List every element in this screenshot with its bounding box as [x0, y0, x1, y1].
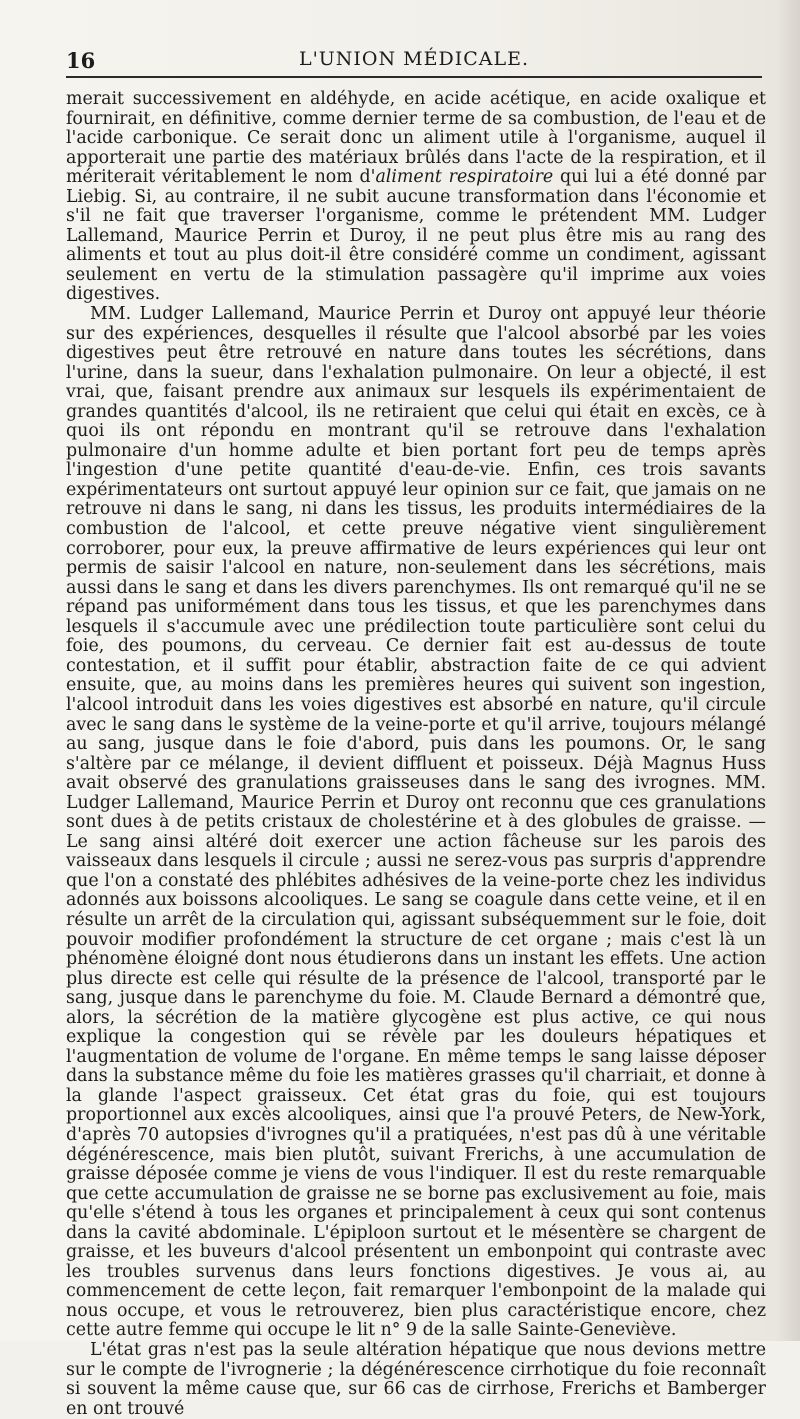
page-number: 16: [66, 48, 96, 73]
page-header: [66, 42, 762, 78]
paragraph-1-text-before: merait successivement en aldéhyde, en acide acétique, en acide oxalique et fournirait, en définitive, comme dernier terme de sa combustion, de l'eau et de l'acide carbonique. Ce serait donc un aliment utile à l'organisme, auquel il apporterait une partie des matériaux brûlés dans l'acte de la respiration, et il mériterait véritablement le nom d': [66, 89, 766, 188]
article-body: [66, 90, 766, 1419]
paragraph-1: [66, 90, 766, 305]
paragraph-3: L'état gras n'est pas la seule altération hépatique que nous devions mettre sur le compte de l'ivrognerie ; la dégénérescence cirrhotique du foie reconnaît si souvent la même cause que, sur 66 cas de cirrhose, Frerichs et Bamberger en ont trouvé: [66, 1340, 766, 1419]
italic-term: aliment respiratoire: [375, 167, 554, 188]
running-title: L'UNION MÉDICALE.: [298, 48, 530, 70]
paragraph-1-text-after: qui lui a été donné par Liebig. Si, au contraire, il ne subit aucune transformation dans l'économie et s'il ne fait que traverser l'organisme, comme le prétendent MM. Ludger Lallemand, Maurice Perrin et Duroy, il ne peut plus être mis au rang des aliments et tout au plus doit-il être considéré comme un condiment, agissant seulement en vertu de la stimulation passagère qu'il imprime aux voies digestives.: [66, 167, 767, 305]
paragraph-2: MM. Ludger Lallemand, Maurice Perrin et Duroy ont appuyé leur théorie sur des expériences, desquelles il résulte que l'alcool absorbé par les voies digestives peut être retrouvé en nature dans toutes les sécrétions, dans l'urine, dans la sueur, dans l'exhalation pulmonaire. On leur a objecté, il est vrai, que, faisant prendre aux animaux sur lesquels ils expérimentaient de grandes quantités d'alcool, ils ne retiraient que celui qui était en excès, ce à quoi ils ont répondu en montrant qu'il se retrouve dans l'exhalation pulmonaire d'un homme adulte et bien portant fort peu de temps après l'ingestion d'une petite quantité d'eau-de-vie. Enfin, ces trois savants expérimentateurs ont surtout appuyé leur opinion sur ce fait, que jamais on ne retrouve ni dans le sang, ni dans les tissus, les produits intermédiaires de la combustion de l'alcool, et cette preuve négative vient singulièrement corroborer, pour eux, la preuve affirmative de leurs expériences qui leur ont permis de saisir l'alcool en nature, non-seulement dans les sécrétions, mais aussi dans le sang et dans les divers parenchymes. Ils ont remarqué qu'il ne se répand pas uniformément dans tous les tissus, et que les parenchymes dans lesquels il s'accumule avec une prédilection toute particulière sont celui du foie, des poumons, du cerveau. Ce dernier fait est au-dessus de toute contestation, et il suffit pour établir, abstraction faite de ce qui advient ensuite, que, au moins dans les premières heures qui suivent son ingestion, l'alcool introduit dans les voies digestives est absorbé en nature, qu'il circule avec le sang dans le système de la veine-porte et qu'il arrive, toujours mélangé au sang, jusque dans le foie d'abord, puis dans les poumons. Or, le sang s'altère par ce mélange, il devient diffluent et poisseux. Déjà Magnus Huss avait observé des granulations graisseuses dans le sang des ivrognes. MM. Ludger Lallemand, Maurice Perrin et Duroy ont reconnu que ces granulations sont dues à de petits cristaux de cholestérine et à des globules de graisse. — Le sang ainsi altéré doit exercer une action fâcheuse sur les parois des vaisseaux dans lesquels il circule ; aussi ne serez-vous pas surpris d'apprendre que l'on a constaté des phlébites adhésives de la veine-porte chez les individus adonnés aux boissons alcooliques. Le sang se coagule dans cette veine, et il en résulte un arrêt de la circulation qui, agissant subséquemment sur le foie, doit pouvoir modifier profondément la structure de cet organe ; mais c'est là un phénomène éloigné dont nous étudierons dans un instant les effets. Une action plus directe est celle qui résulte de la présence de l'alcool, transporté par le sang, jusque dans le parenchyme du foie. M. Claude Bernard a démontré que, alors, la sécrétion de la matière glycogène est plus active, ce qui nous explique la congestion qui se révèle par les douleurs hépatiques et l'augmentation de volume de l'organe. En même temps le sang laisse déposer dans la substance même du foie les matières grasses qu'il charriait, et donne à la glande l'aspect graisseux. Cet état gras du foie, qui est toujours proportionnel aux excès alcooliques, ainsi que l'a prouvé Peters, de New-York, d'après 70 autopsies d'ivrognes qu'il a pratiquées, n'est pas dû à une véritable dégénérescence, mais bien plutôt, suivant Frerichs, à une accumulation de graisse déposée comme je viens de vous l'indiquer. Il est du reste remarquable que cette accumulation de graisse ne se borne pas exclusivement au foie, mais qu'elle s'étend à tous les organes et principalement à ceux qui sont contenus dans la cavité abdominale. L'épiploon surtout et le mésentère se chargent de graisse, et les buveurs d'alcool présentent un embonpoint qui contraste avec les troubles survenus dans leurs fonctions digestives. Je vous ai, au commencement de cette leçon, fait remarquer l'embonpoint de la malade qui nous occupe, et vous le retrouverez, bien plus caractéristique encore, chez cette autre femme qui occupe le lit n° 9 de la salle Sainte-Geneviève.: [66, 304, 766, 1341]
